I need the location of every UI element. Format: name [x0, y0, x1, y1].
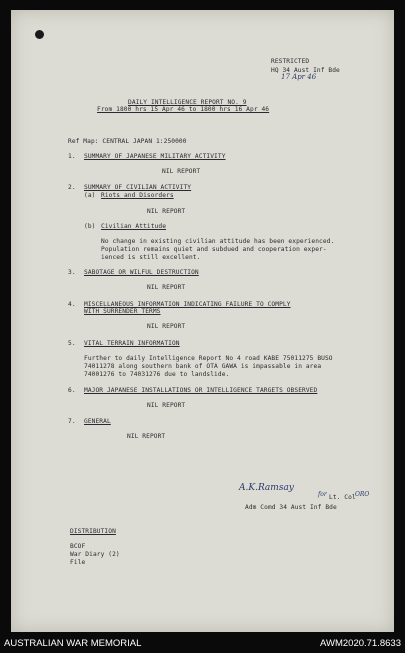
section-2b-body-line-2: Population remains quiet and subdued and cooperation exper- — [101, 246, 327, 253]
section-2a-heading: Riots and Disorders — [101, 192, 174, 199]
section-7-heading: GENERAL — [84, 418, 111, 425]
section-5-number: 5. — [68, 340, 76, 347]
handwritten-for: for — [318, 491, 327, 498]
distribution-heading: DISTRIBUTION — [70, 528, 116, 535]
handwritten-date: 17 Apr 46 — [281, 73, 317, 81]
section-2b-body-line-3: ienced is still excellent. — [101, 254, 201, 261]
section-2-number: 2. — [68, 184, 76, 191]
section-6-number: 6. — [68, 387, 76, 394]
punch-hole — [35, 30, 44, 39]
section-1-heading: SUMMARY OF JAPANESE MILITARY ACTIVITY — [84, 153, 226, 160]
section-5-body-line-1: Further to daily Intelligence Report No 4 road KABE 75011275 BUSO — [84, 355, 333, 362]
section-2b-heading: Civilian Attitude — [101, 223, 167, 230]
footer-accession-number: AWM2020.71.8633 — [320, 638, 401, 649]
section-2a-body: NIL REPORT — [147, 208, 186, 215]
section-2a-label: (a) — [84, 192, 96, 199]
section-2b-label: (b) — [84, 223, 96, 230]
section-5-body-line-2: 74011278 along southern bank of OTA GAWA is impassable in area — [84, 363, 322, 370]
section-4-heading-line-1: MISCELLANEOUS INFORMATION INDICATING FAILURE TO COMPLY — [84, 301, 291, 308]
signatory-rank: Lt. Col — [329, 494, 356, 501]
signatory-title: Adm Comd 34 Aust Inf Bde — [245, 504, 337, 511]
distribution-item: File — [70, 559, 86, 566]
distribution-item: BCOF — [70, 543, 86, 550]
section-1-body: NIL REPORT — [162, 168, 201, 175]
ref-map: Ref Map: CENTRAL JAPAN 1:250000 — [68, 138, 187, 145]
section-5-heading: VITAL TERRAIN INFORMATION — [84, 340, 180, 347]
section-1-number: 1. — [68, 153, 76, 160]
section-2-heading: SUMMARY OF CIVILIAN ACTIVITY — [84, 184, 192, 191]
section-2b-body-line-1: No change in existing civilian attitude has been experienced. — [101, 238, 335, 245]
section-5-body-line-3: 74001276 to 74031276 due to landslide. — [84, 371, 230, 378]
handwritten-initials: ORO — [355, 491, 370, 498]
section-3-body: NIL REPORT — [147, 284, 186, 291]
footer-institution: AUSTRALIAN WAR MEMORIAL — [4, 638, 142, 649]
handwritten-signature: A.K.Ramsay — [239, 483, 294, 493]
section-3-number: 3. — [68, 269, 76, 276]
section-4-heading-line-2: WITH SURRENDER TERMS — [84, 308, 161, 315]
section-7-number: 7. — [68, 418, 76, 425]
report-period: From 1800 hrs 15 Apr 46 to 1800 hrs 16 Apr 46 — [97, 106, 270, 113]
archive-footer — [0, 632, 405, 653]
unit-label: HQ 34 Aust Inf Bde — [271, 67, 340, 74]
section-6-body: NIL REPORT — [147, 402, 186, 409]
section-6-heading: MAJOR JAPANESE INSTALLATIONS OR INTELLIGENCE TARGETS OBSERVED — [84, 387, 318, 394]
distribution-item: War Diary (2) — [70, 551, 120, 558]
report-title: DAILY INTELLIGENCE REPORT NO. 9 — [128, 99, 247, 106]
classification-label: RESTRICTED — [271, 58, 310, 65]
section-7-body: NIL REPORT — [127, 433, 166, 440]
section-4-number: 4. — [68, 301, 76, 308]
section-4-body: NIL REPORT — [147, 323, 186, 330]
section-3-heading: SABOTAGE OR WILFUL DESTRUCTION — [84, 269, 199, 276]
